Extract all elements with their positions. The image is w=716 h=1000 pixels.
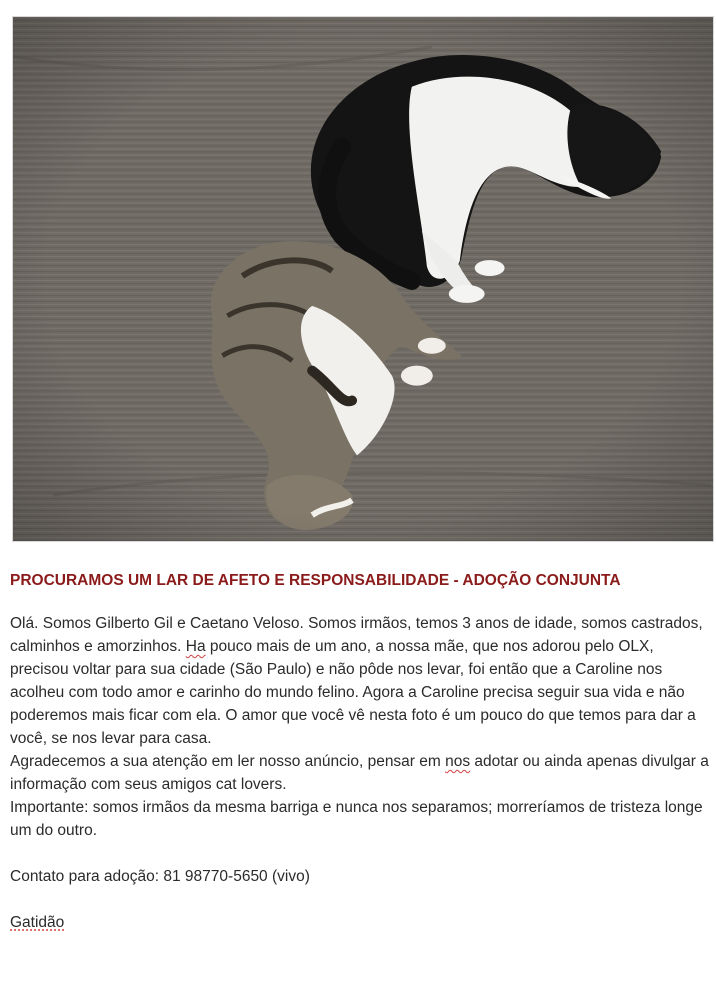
spacer <box>10 842 710 865</box>
cats-photo-illustration <box>13 17 713 541</box>
cats-photo <box>12 16 714 542</box>
contact-line: Contato para adoção: 81 98770-5650 (vivo) <box>10 868 310 885</box>
misspelled-word-nos[interactable]: nos <box>445 753 471 770</box>
ad-headline: PROCURAMOS UM LAR DE AFETO E RESPONSABILIDADE - ADOÇÃO CONJUNTA <box>10 572 621 589</box>
intro-text-1: Olá. Somos Gilberto Gil e Caetano Veloso. Somos irmãos, temos 3 anos de idade, somos castrados, calminhos e amorzinhos. <box>10 615 703 655</box>
intro-paragraph <box>10 612 710 750</box>
thanks-paragraph <box>10 750 710 796</box>
thanks-text-2: adotar ou ainda apenas divulgar a informação com seus amigos cat lovers. <box>10 753 709 793</box>
ad-content <box>10 570 710 934</box>
intro-text-2: pouco mais de um ano, a nossa mãe, que nos adorou pelo OLX, precisou voltar para sua cidade (São Paulo) e não pôde nos levar, foi então que a Caroline nos acolheu com todo amor e carinho do mundo felino. Agora a Caroline precisa seguir sua vida e não poderemos mais ficar com ela. O amor que você vê nesta foto é um pouco do que temos para dar a você, se nos levar para casa. <box>10 638 696 747</box>
misspelled-word-ha[interactable]: Ha <box>185 638 206 655</box>
spacer <box>10 888 710 911</box>
important-paragraph: Importante: somos irmãos da mesma barriga e nunca nos separamos; morreríamos de tristeza longe um do outro. <box>10 799 703 839</box>
thanks-text-1: Agradecemos a sua atenção em ler nosso anúncio, pensar em <box>10 753 446 770</box>
signature: Gatidão <box>10 914 65 931</box>
